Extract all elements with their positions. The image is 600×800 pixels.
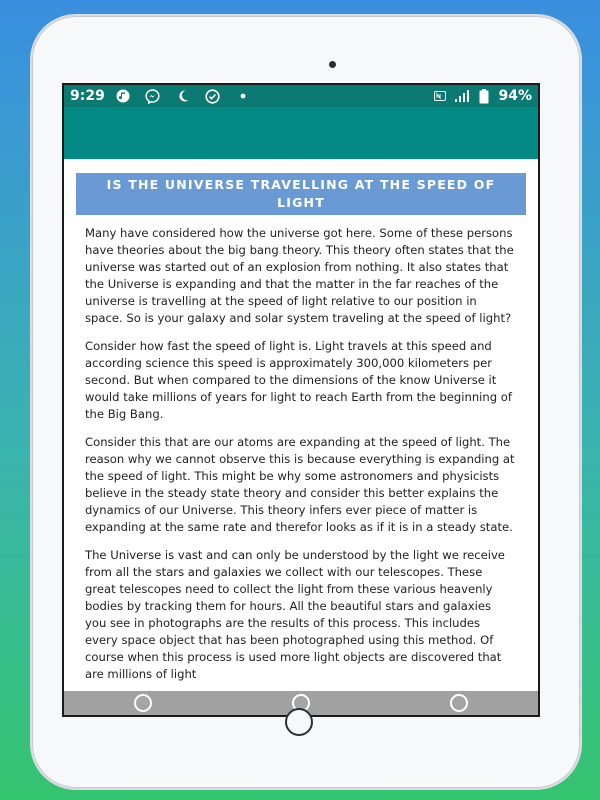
status-bar [64, 85, 538, 107]
article-paragraph: Consider this that are our atoms are expanding at the speed of light. The reason why we cannot observe this is because everything is expanding at the speed of light. This might be why some astronomers and physicists believe in the steady state theory and consider this better explains the dynamics of our Universe. This theory infers ever piece of matter is expanding at the same rate and therefor looks as if it is in a steady state. [85, 435, 515, 534]
article-content[interactable] [64, 159, 538, 715]
status-time: 9:29 [70, 88, 105, 104]
article-paragraph: The Universe is vast and can only be understood by the light we receive from all the stars and galaxies we collect with our telescopes. These great telescopes need to collect the light from these various heavenly bodies by tracking them for hours. All the beautiful stars and galaxies you see in photographs are the results of this process. This includes every space object that has been photographed using this method. Of course when this process is used more light objects are discovered that are millions of light [85, 548, 505, 681]
article-paragraph: Many have considered how the universe got here. Some of these persons have theories about the big bang theory. This theory often states that the universe was started out of an explosion from nothing. It also states that the Universe is expanding and that the matter in the far reaches of the universe is travelling at the speed of light relative to our position in space. So is your galaxy and solar system traveling at the speed of light? [85, 226, 514, 325]
device-screen [62, 83, 540, 717]
article-title: IS THE UNIVERSE TRAVELLING AT THE SPEED OF LIGHT [76, 173, 526, 215]
dot-icon [235, 88, 251, 104]
article-paragraph: Consider how fast the speed of light is. Light travels at this speed and according science this speed is approximately 300,000 kilometers per second. But when compared to the dimensions of the know Universe it would take millions of years for light to reach Earth from the beginning of the Big Bang. [85, 339, 512, 421]
status-right [432, 88, 532, 104]
music-icon [115, 88, 131, 104]
nfc-icon [432, 88, 448, 104]
tablet-home-button[interactable] [285, 708, 313, 736]
recents-button[interactable] [450, 694, 468, 712]
messenger-icon [145, 88, 161, 104]
signal-icon [454, 88, 470, 104]
battery-icon [476, 88, 492, 104]
vpn-icon [205, 88, 221, 104]
moon-icon [175, 88, 191, 104]
camera-icon [329, 61, 336, 68]
battery-percentage: 94% [498, 88, 532, 104]
app-bar [64, 107, 538, 159]
back-button[interactable] [134, 694, 152, 712]
article-body [76, 215, 526, 683]
